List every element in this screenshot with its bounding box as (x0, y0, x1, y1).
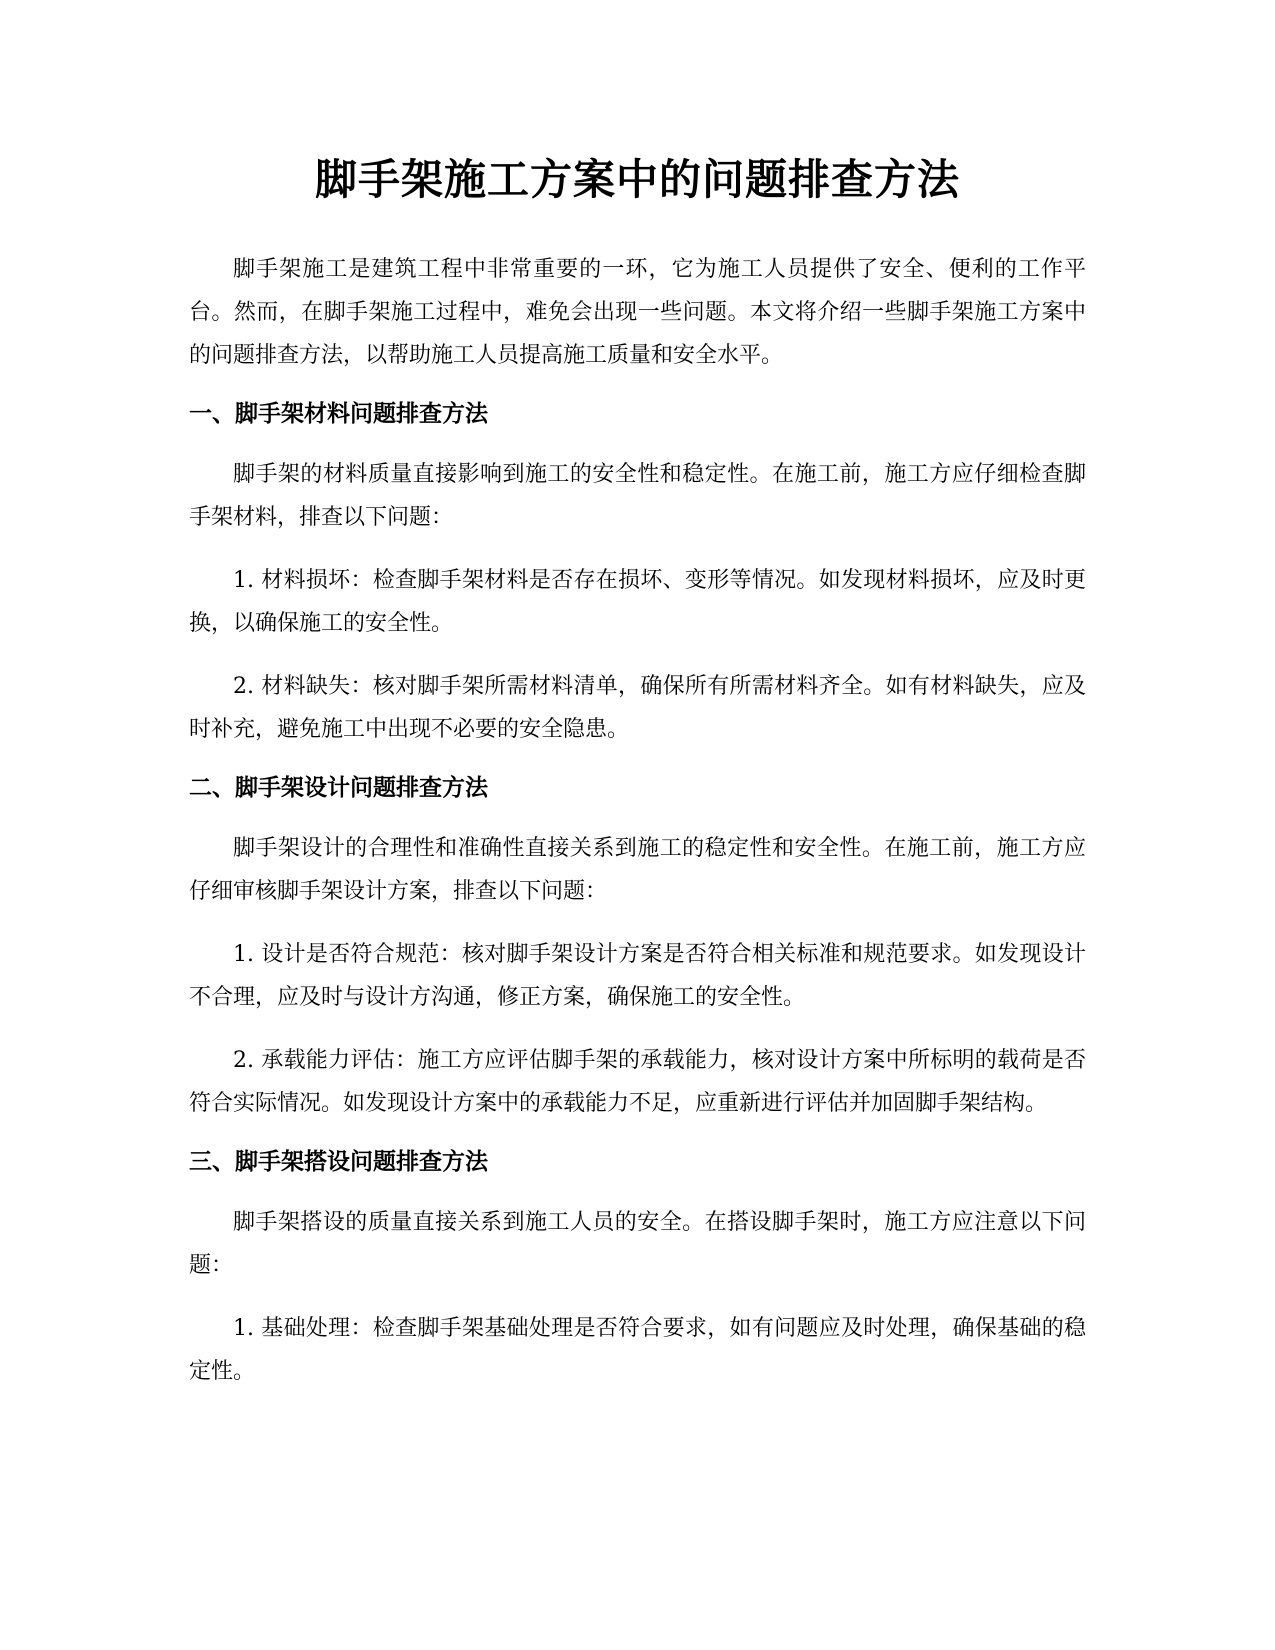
document-title: 脚手架施工方案中的问题排查方法 (314, 155, 960, 204)
section-3-heading: 三、脚手架搭设问题排查方法 (189, 1149, 488, 1175)
section-2-item-2: 2. 承载能力评估：施工方应评估脚手架的承载能力，核对设计方案中所标明的载荷是否符合实际情况。如发现设计方案中的承载能力不足，应重新进行评估并加固脚手架结构。 (189, 1048, 1086, 1116)
document-body (189, 150, 1086, 1393)
section-1-heading: 一、脚手架材料问题排查方法 (189, 401, 488, 427)
section-1-lead: 脚手架的材料质量直接影响到施工的安全性和稳定性。在施工前，施工方应仔细检查脚手架材料，排查以下问题： (189, 462, 1086, 530)
section-2-item-1: 1. 设计是否符合规范：核对脚手架设计方案是否符合相关标准和规范要求。如发现设计不合理，应及时与设计方沟通，修正方案，确保施工的安全性。 (189, 942, 1086, 1010)
intro-paragraph: 脚手架施工是建筑工程中非常重要的一环，它为施工人员提供了安全、便利的工作平台。然而，在脚手架施工过程中，难免会出现一些问题。本文将介绍一些脚手架施工方案中的问题排查方法，以帮助施工人员提高施工质量和安全水平。 (189, 257, 1086, 368)
section-3-lead: 脚手架搭设的质量直接关系到施工人员的安全。在搭设脚手架时，施工方应注意以下问题： (189, 1210, 1086, 1278)
section-2-lead: 脚手架设计的合理性和准确性直接关系到施工的稳定性和安全性。在施工前，施工方应仔细审核脚手架设计方案，排查以下问题： (189, 836, 1086, 904)
section-2-heading: 二、脚手架设计问题排查方法 (189, 775, 488, 801)
section-1-item-2: 2. 材料缺失：核对脚手架所需材料清单，确保所有所需材料齐全。如有材料缺失，应及时补充，避免施工中出现不必要的安全隐患。 (189, 674, 1086, 742)
section-1-item-1: 1. 材料损坏：检查脚手架材料是否存在损坏、变形等情况。如发现材料损坏，应及时更换，以确保施工的安全性。 (189, 568, 1086, 636)
section-3-item-1: 1. 基础处理：检查脚手架基础处理是否符合要求，如有问题应及时处理，确保基础的稳定性。 (189, 1316, 1086, 1384)
